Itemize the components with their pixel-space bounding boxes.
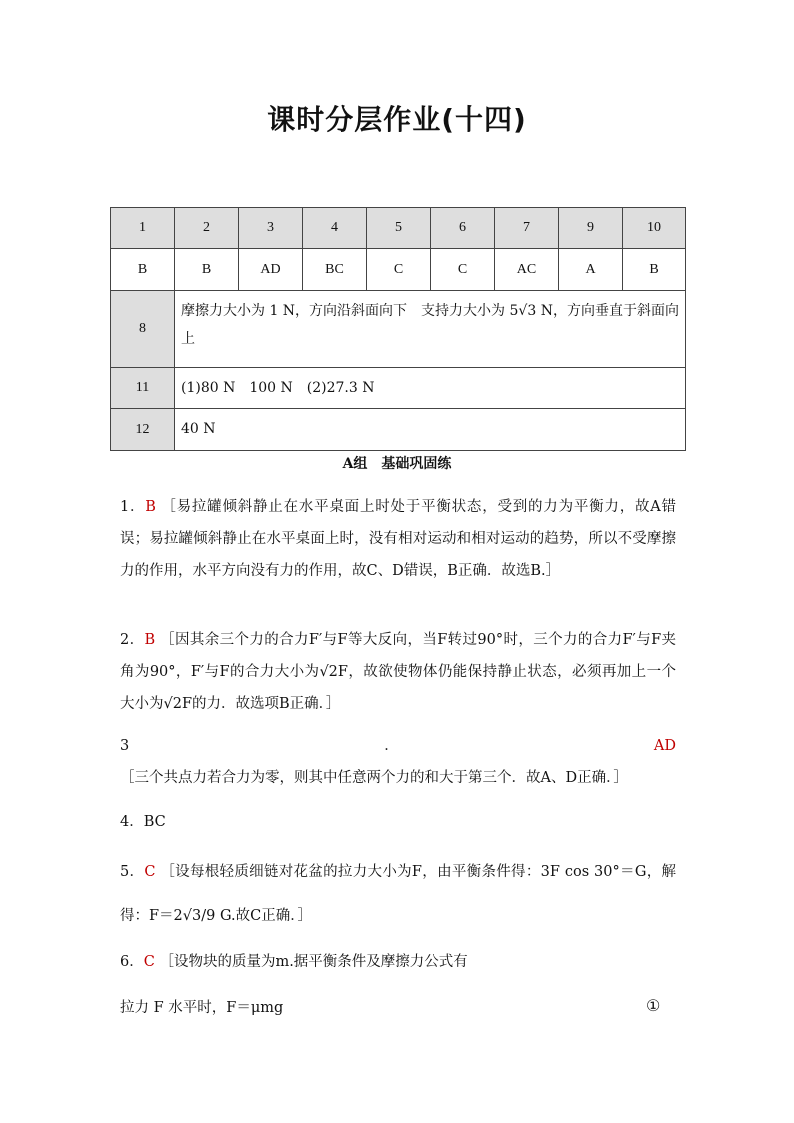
- answer-cell: B: [175, 249, 239, 291]
- item-answer: AD: [653, 738, 676, 754]
- group-title: A组 基础巩固练: [342, 456, 452, 472]
- answer-table: [110, 207, 686, 451]
- item-number: 2．: [120, 632, 145, 648]
- header-cell: 3: [239, 208, 303, 249]
- item-answer: B: [144, 632, 156, 648]
- header-cell: 5: [367, 208, 431, 249]
- row-content: 40 N: [175, 409, 686, 451]
- answer-cell: C: [431, 249, 495, 291]
- item-answer: C: [144, 864, 156, 880]
- answer-cell: B: [111, 249, 175, 291]
- header-row: [111, 208, 686, 249]
- item-explanation: ［因其余三个力的合力F′与F等大反向，当F转过90°时，三个力的合力F′与F夹角为90°，F′与F的合力大小为√2F，故欲使物体仍能保持静止状态，必须再加上一个大小为√2F的力．故选项B正确．］: [120, 632, 677, 712]
- header-cell: 9: [559, 208, 623, 249]
- table-row: [111, 368, 686, 409]
- list-item: [120, 491, 676, 587]
- answer-cell: A: [559, 249, 623, 291]
- list-item: [120, 946, 676, 978]
- row-number: 11: [111, 368, 175, 409]
- row-content: 摩擦力大小为 1 N，方向沿斜面向下 支持力大小为 5√3 N，方向垂直于斜面向上: [175, 291, 686, 368]
- answer-cell: AD: [239, 249, 303, 291]
- equation-marker: ①: [646, 996, 661, 1015]
- item-answer: B: [145, 499, 156, 515]
- item-explanation: ［三个共点力若合力为零，则其中任意两个力的和大于第三个．故A、D正确．］: [120, 770, 628, 786]
- table-row: [111, 291, 686, 368]
- list-item: [120, 730, 676, 794]
- item-number: 5．: [120, 864, 145, 880]
- header-cell: 10: [623, 208, 686, 249]
- list-item: [120, 850, 676, 938]
- item-answer: C: [143, 954, 155, 970]
- item-explanation: ［易拉罐倾斜静止在水平桌面上时处于平衡状态，受到的力为平衡力，故A错误；易拉罐倾斜静止在水平桌面上时，没有相对运动和相对运动的趋势，所以不受摩擦力的作用，水平方向没有力的作用，故C、D错误，B正确．故选B.］: [120, 499, 677, 579]
- answers-row: [111, 249, 686, 291]
- row-number: 8: [111, 291, 175, 368]
- item-number: 1．: [120, 499, 146, 515]
- header-cell: 6: [431, 208, 495, 249]
- answer-cell: BC: [303, 249, 367, 291]
- list-item: [120, 806, 676, 838]
- header-cell: 1: [111, 208, 175, 249]
- header-cell: 4: [303, 208, 367, 249]
- list-item: [120, 624, 676, 720]
- answer-cell: C: [367, 249, 431, 291]
- header-cell: 7: [495, 208, 559, 249]
- row-number: 12: [111, 409, 175, 451]
- equation-line: [120, 992, 676, 1024]
- item-explanation: ［设每根轻质细链对花盆的拉力大小为F，由平衡条件得：3F cos 30°＝G，解得：F＝2√3/9 G.故C正确．］: [120, 864, 677, 924]
- item-number: 4．: [120, 814, 144, 830]
- equation-text: 拉力 F 水平时，F＝μmg: [120, 1000, 284, 1016]
- header-cell: 2: [175, 208, 239, 249]
- page-title: 课时分层作业(十四): [267, 103, 527, 136]
- item-number: 3．: [120, 738, 654, 754]
- answer-cell: B: [623, 249, 686, 291]
- item-number: 6．: [120, 954, 144, 970]
- row-content: (1)80 N 100 N (2)27.3 N: [175, 368, 686, 409]
- item-explanation: ［设物块的质量为m.据平衡条件及摩擦力公式有: [159, 954, 468, 970]
- table-row: [111, 409, 686, 451]
- answer-cell: AC: [495, 249, 559, 291]
- item-answer: BC: [143, 814, 166, 830]
